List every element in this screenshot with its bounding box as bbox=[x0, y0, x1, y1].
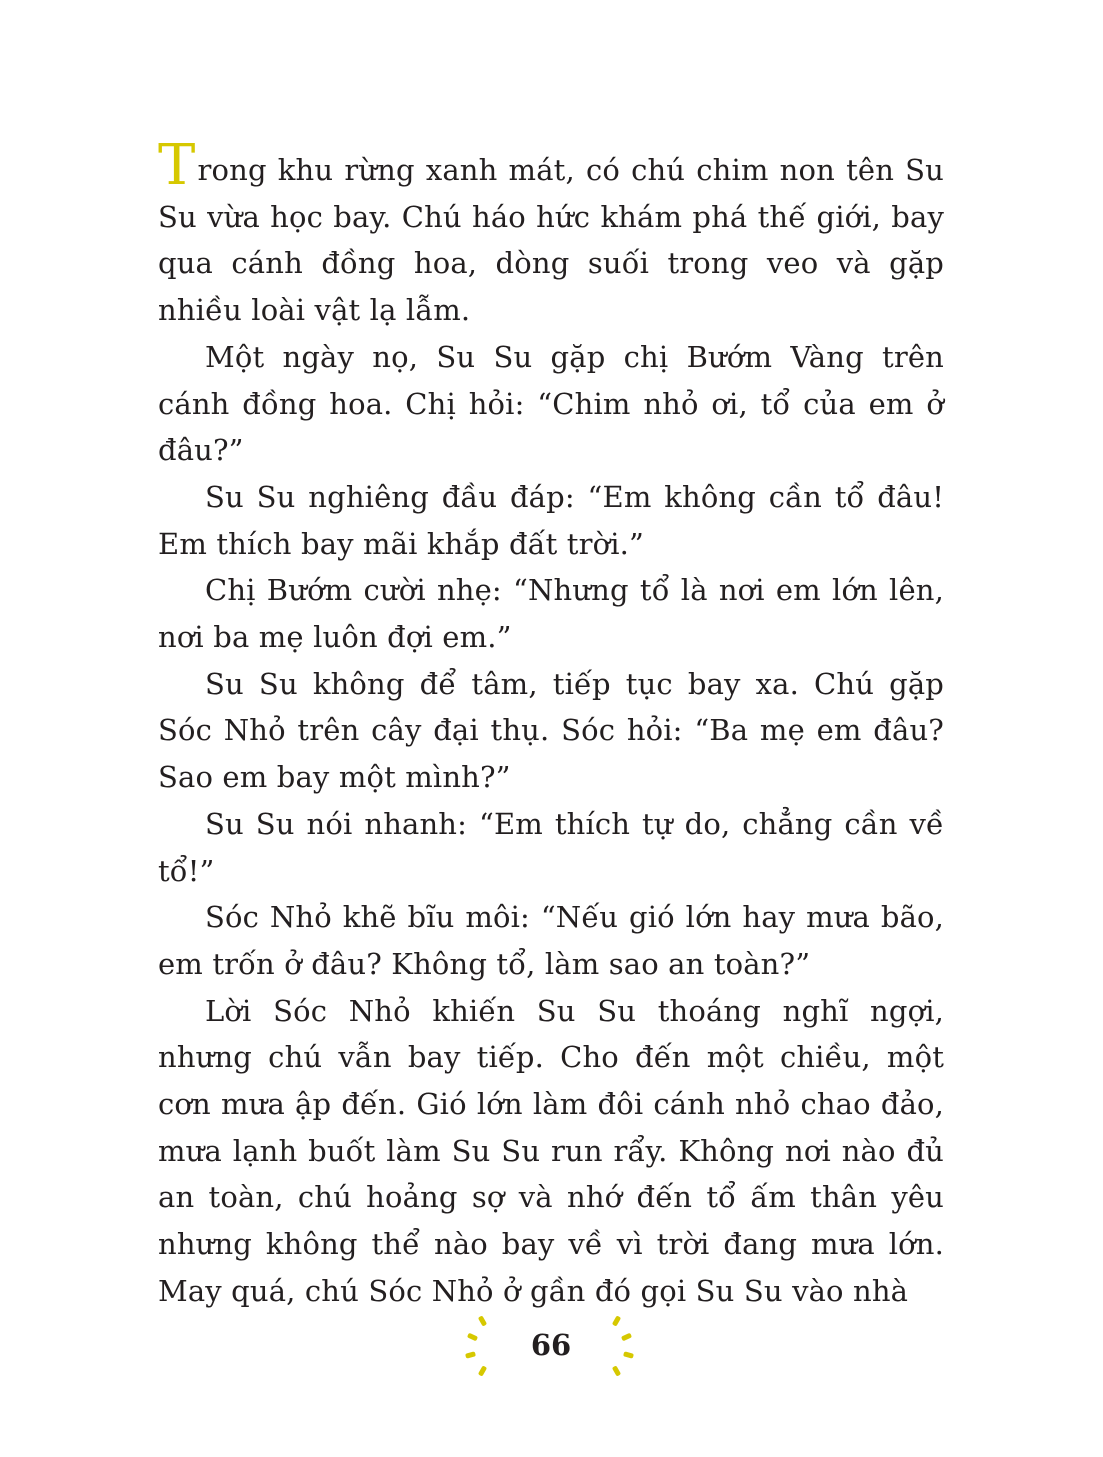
paragraph-7: Sóc Nhỏ khẽ bĩu môi: “Nếu gió lớn hay mưa bão, em trốn ở đâu? Không tổ, làm sao an toàn?” bbox=[158, 900, 944, 981]
story-text bbox=[158, 133, 944, 1315]
paragraph-2: Một ngày nọ, Su Su gặp chị Bướm Vàng trên cánh đồng hoa. Chị hỏi: “Chim nhỏ ơi, tổ của em ở đâu?” bbox=[158, 339, 944, 468]
paragraph-3: Su Su nghiêng đầu đáp: “Em không cần tổ đâu! Em thích bay mãi khắp đất trời.” bbox=[158, 479, 944, 561]
paragraph-8: Lời Sóc Nhỏ khiến Su Su thoáng nghĩ ngợi, nhưng chú vẫn bay tiếp. Cho đến một chiều, một cơn mưa ập đến. Gió lớn làm đôi cánh nhỏ chao đảo, mưa lạnh buốt làm Su Su run rẩy. Không nơi nào đủ an toàn, chú hoảng sợ và nhớ đến tổ ấm thân yêu nhưng không thể nào bay về vì trời đang mưa lớn. May quá, chú Sóc Nhỏ ở gần đó gọi Su Su vào nhà bbox=[158, 993, 944, 1308]
drop-cap: T bbox=[158, 133, 196, 198]
sunburst-left-icon bbox=[460, 1314, 500, 1378]
page-number: 66 bbox=[530, 1328, 572, 1362]
paragraph-1 bbox=[158, 133, 944, 334]
paragraph-4: Chị Bướm cười nhẹ: “Nhưng tổ là nơi em lớn lên, nơi ba mẹ luôn đợi em.” bbox=[158, 573, 944, 655]
paragraph-5: Su Su không để tâm, tiếp tục bay xa. Chú gặp Sóc Nhỏ trên cây đại thụ. Sóc hỏi: “Ba mẹ em đâu? Sao em bay một mình?” bbox=[158, 666, 944, 795]
sunburst-right-icon bbox=[604, 1314, 644, 1378]
paragraph-1-text: rong khu rừng xanh mát, có chú chim non tên Su Su vừa học bay. Chú háo hức khám phá thế giới, bay qua cánh đồng hoa, dòng suối trong veo và gặp nhiều loài vật lạ lẫm. bbox=[158, 153, 944, 328]
paragraph-6: Su Su nói nhanh: “Em thích tự do, chẳng cần về tổ!” bbox=[158, 806, 944, 888]
page-footer bbox=[0, 1310, 1103, 1390]
